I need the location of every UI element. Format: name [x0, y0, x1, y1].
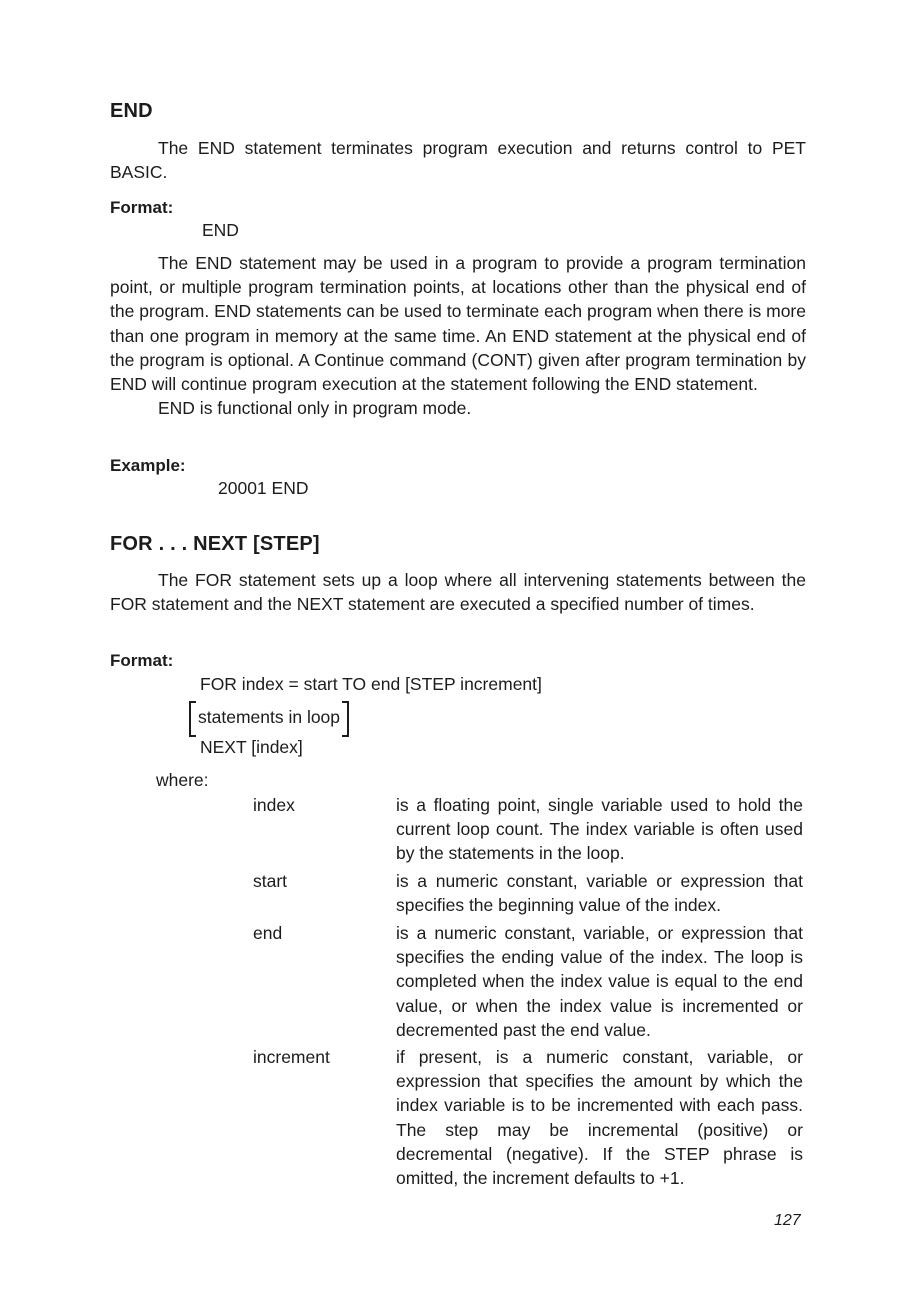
- end-intro: [110, 136, 806, 184]
- page-number: 127: [774, 1212, 801, 1229]
- for-format-line-1: FOR index = start TO end [STEP increment]: [200, 674, 542, 694]
- for-format-line-2: statements in loop: [198, 707, 341, 727]
- end-note-text: END is functional only in program mode.: [158, 398, 472, 419]
- for-intro-text: The FOR statement sets up a loop where all intervening statements between the FOR statement and the NEXT statement are executed a specified number of times.: [110, 570, 806, 615]
- end-heading: END: [110, 100, 153, 122]
- param-desc-end: is a numeric constant, variable, or expression that specifies the ending value of the index. The loop is completed when the index value is equal to the end value, or when the index value is incremented or decremented past the end value.: [396, 923, 803, 1040]
- right-bracket: [342, 701, 349, 737]
- param-term-end: end: [253, 923, 283, 943]
- end-example-label: Example:: [110, 456, 186, 475]
- end-format-line: END: [202, 220, 239, 240]
- for-format-label: Format:: [110, 651, 174, 670]
- param-term-start: start: [253, 871, 288, 891]
- end-intro-text: The END statement terminates program execution and returns control to PET BASIC.: [110, 138, 806, 183]
- end-description-text: The END statement may be used in a program to provide a program termination point, or multiple program termination points, at locations other than the physical end of the program. END statements can be used to terminate each program when there is more than one program in memory at the same time. An END statement at the physical end of the program is optional. A Continue command (CONT) given after program termination by END will continue program execution at the statement following the END statement.: [110, 253, 806, 395]
- for-format-line-3: NEXT [index]: [200, 737, 303, 757]
- for-format-line-2-group: [198, 701, 340, 733]
- param-desc-index: is a floating point, single variable used to hold the current loop count. The index variable is often used by the statements in the loop.: [396, 795, 803, 864]
- param-desc-increment: if present, is a numeric constant, variable, or expression that specifies the amount by which the index variable is to be incremented with each pass. The step may be incremental (positive) or decremental (negative). If the STEP phrase is omitted, the increment defaults to +1.: [396, 1047, 803, 1189]
- for-where-label: where:: [156, 770, 209, 790]
- param-term-increment: increment: [253, 1047, 330, 1067]
- param-term-index: index: [253, 795, 295, 815]
- end-format-label: Format:: [110, 198, 174, 217]
- for-heading: FOR . . . NEXT [STEP]: [110, 533, 320, 555]
- for-intro: [110, 568, 806, 616]
- param-desc-start: is a numeric constant, variable or expression that specifies the beginning value of the index.: [396, 871, 803, 916]
- end-example-line: 20001 END: [218, 478, 309, 498]
- left-bracket: [189, 701, 196, 737]
- end-description: [110, 251, 806, 420]
